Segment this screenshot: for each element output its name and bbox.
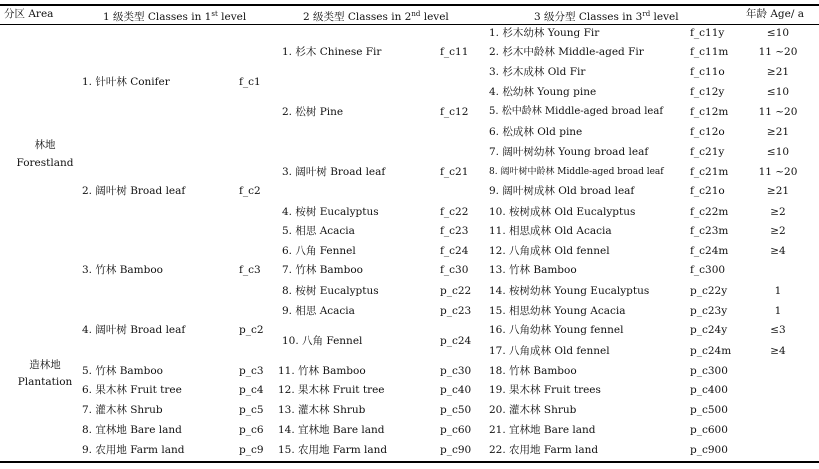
level3-code: p_c400 <box>690 384 728 396</box>
level3-age: 1 <box>774 305 782 317</box>
level3-code: f_c12o <box>690 126 725 138</box>
level2-name: 12. 果木林 Fruit tree <box>278 384 385 396</box>
header-level1-sup: st <box>211 10 218 18</box>
level3-name: 11. 相思成林 Old Acacia <box>489 225 612 237</box>
level2-code: p_c23 <box>440 305 472 317</box>
level3-name: 20. 灌木林 Shrub <box>489 404 577 416</box>
level1-name: 5. 竹林 Bamboo <box>82 365 163 377</box>
level3-age: ≥21 <box>766 185 790 197</box>
level3-name: 1. 杉木幼林 Young Fir <box>489 27 600 39</box>
level3-name: 14. 桉树幼林 Young Eucalyptus <box>489 285 650 297</box>
level1-name: 7. 灌木林 Shrub <box>82 404 163 416</box>
header-level2-sup: nd <box>411 10 421 18</box>
level1-code: p_c6 <box>239 424 264 436</box>
level3-age: ≥4 <box>770 245 786 257</box>
level3-age: 11 ~20 <box>758 106 798 118</box>
level3-age: ≤10 <box>766 146 790 158</box>
level2-code: f_c24 <box>440 245 469 257</box>
level3-code: f_c22m <box>690 206 729 218</box>
header-level3-label: 3 级分型 Classes in 3 <box>534 11 643 23</box>
bottom-rule <box>0 461 819 463</box>
level2-name: 10. 八角 Fennel <box>282 335 363 347</box>
level2-code: p_c22 <box>440 285 472 297</box>
level3-age: ≥4 <box>770 345 786 357</box>
level3-name: 21. 宜林地 Bare land <box>489 424 596 436</box>
area-plantation-cn: 造林地 <box>29 359 61 371</box>
level3-name: 2. 杉木中龄林 Middle-aged Fir <box>489 46 644 58</box>
level3-code: f_c300 <box>690 264 726 276</box>
level3-code: p_c900 <box>690 444 728 456</box>
header-level2-level: level <box>423 11 449 23</box>
level3-name: 12. 八角成林 Old fennel <box>489 245 610 257</box>
level3-name: 10. 桉树成林 Old Eucalyptus <box>489 206 636 218</box>
level3-name: 5. 松中龄林 Middle-aged broad leaf <box>489 106 664 117</box>
level2-name: 5. 相思 Acacia <box>282 225 355 237</box>
level3-code: f_c24m <box>690 245 729 257</box>
level3-name: 17. 八角成林 Old fennel <box>489 345 610 357</box>
level1-name: 1. 针叶林 Conifer <box>82 76 170 88</box>
level2-name: 9. 相思 Acacia <box>282 305 355 317</box>
level3-code: p_c22y <box>690 285 728 297</box>
level3-code: f_c21y <box>690 146 725 158</box>
level2-code: p_c40 <box>440 384 472 396</box>
level2-name: 4. 桉树 Eucalyptus <box>282 206 379 218</box>
level3-code: p_c24y <box>690 324 728 336</box>
level3-code: f_c12y <box>690 86 725 98</box>
level3-age: 11 ~20 <box>758 166 798 178</box>
level3-age: ≥21 <box>766 126 790 138</box>
level2-code: p_c60 <box>440 424 472 436</box>
level1-code: f_c1 <box>239 76 261 88</box>
level3-name: 6. 松成林 Old pine <box>489 126 583 138</box>
level1-name: 3. 竹林 Bamboo <box>82 264 163 276</box>
level2-code: p_c90 <box>440 444 472 456</box>
level3-code: f_c23m <box>690 225 729 237</box>
header-level3-level: level <box>653 11 679 23</box>
level1-code: p_c9 <box>239 444 264 456</box>
level3-name: 7. 阔叶树幼林 Young broad leaf <box>489 146 649 158</box>
level2-code: f_c23 <box>440 225 469 237</box>
level3-code: f_c11o <box>690 66 725 78</box>
header-level2 <box>303 4 449 27</box>
level3-code: f_c11m <box>690 46 729 58</box>
level1-code: p_c2 <box>239 324 264 336</box>
level1-name: 8. 宜林地 Bare land <box>82 424 182 436</box>
header-level2-label: 2 级类型 Classes in 2 <box>303 11 412 23</box>
level3-name: 19. 果木林 Fruit trees <box>489 384 601 396</box>
level3-code: p_c24m <box>690 345 732 357</box>
area-forestland-cn: 林地 <box>34 139 56 151</box>
header-level1-label: 1 级类型 Classes in 1 <box>103 11 212 23</box>
level3-code: f_c21m <box>690 166 729 178</box>
level1-code: f_c2 <box>239 185 261 197</box>
level1-name: 2. 阔叶树 Broad leaf <box>82 185 186 197</box>
level2-code: p_c30 <box>440 365 472 377</box>
level3-age: ≤3 <box>770 324 786 336</box>
level3-code: f_c11y <box>690 27 725 39</box>
level1-code: p_c5 <box>239 404 264 416</box>
level3-code: p_c23y <box>690 305 728 317</box>
level2-name: 13. 灌木林 Shrub <box>278 404 366 416</box>
header-area: 分区 Area <box>4 8 54 20</box>
header-age: 年龄 Age/ a <box>746 8 804 20</box>
area-plantation-en: Plantation <box>17 376 73 388</box>
level3-name: 13. 竹林 Bamboo <box>489 264 577 276</box>
level3-code: p_c300 <box>690 365 728 377</box>
level1-code: p_c4 <box>239 384 264 396</box>
level3-name: 8. 阔叶树中龄林 Middle-aged broad leaf <box>489 167 664 177</box>
level3-name: 9. 阔叶树成林 Old broad leaf <box>489 185 635 197</box>
level1-name: 9. 农用地 Farm land <box>82 444 185 456</box>
level3-name: 18. 竹林 Bamboo <box>489 365 577 377</box>
level2-code: f_c30 <box>440 264 469 276</box>
level2-name: 15. 农用地 Farm land <box>278 444 388 456</box>
level2-name: 1. 杉木 Chinese Fir <box>282 46 382 58</box>
level3-name: 16. 八角幼林 Young fennel <box>489 324 624 336</box>
level3-name: 4. 松幼林 Young pine <box>489 86 597 98</box>
level1-code: f_c3 <box>239 264 261 276</box>
level3-age: ≥21 <box>766 66 790 78</box>
level1-name: 6. 果木林 Fruit tree <box>82 384 182 396</box>
level3-age: 11 ~20 <box>758 46 798 58</box>
level3-code: p_c600 <box>690 424 728 436</box>
level2-code: f_c12 <box>440 106 469 118</box>
level3-age: ≤10 <box>766 86 790 98</box>
level2-name: 8. 桉树 Eucalyptus <box>282 285 379 297</box>
level1-name: 4. 阔叶树 Broad leaf <box>82 324 186 336</box>
level2-name: 14. 宜林地 Bare land <box>278 424 385 436</box>
level3-name: 22. 农用地 Farm land <box>489 444 599 456</box>
level3-name: 3. 杉木成林 Old Fir <box>489 66 586 78</box>
level2-name: 3. 阔叶树 Broad leaf <box>282 166 386 178</box>
level2-code: f_c21 <box>440 166 469 178</box>
level2-name: 6. 八角 Fennel <box>282 245 356 257</box>
level3-name: 15. 相思幼林 Young Acacia <box>489 305 626 317</box>
level3-code: p_c500 <box>690 404 728 416</box>
level3-age: ≤10 <box>766 27 790 39</box>
level2-code: f_c11 <box>440 46 469 58</box>
area-forestland-en: Forestland <box>16 157 74 169</box>
header-level3-sup: rd <box>642 10 651 18</box>
level2-name: 7. 竹林 Bamboo <box>282 264 363 276</box>
header-level1 <box>103 4 246 27</box>
level2-code: p_c24 <box>440 335 472 347</box>
level2-name: 11. 竹林 Bamboo <box>278 365 366 377</box>
level2-name: 2. 松树 Pine <box>282 106 344 118</box>
level2-code: f_c22 <box>440 206 469 218</box>
level3-code: f_c12m <box>690 106 729 118</box>
header-level1-level: level <box>221 11 247 23</box>
level2-code: p_c50 <box>440 404 472 416</box>
level3-age: 1 <box>774 285 782 297</box>
level3-age: ≥2 <box>770 225 786 237</box>
level3-age: ≥2 <box>770 206 786 218</box>
level1-code: p_c3 <box>239 365 264 377</box>
level3-code: f_c21o <box>690 185 725 197</box>
